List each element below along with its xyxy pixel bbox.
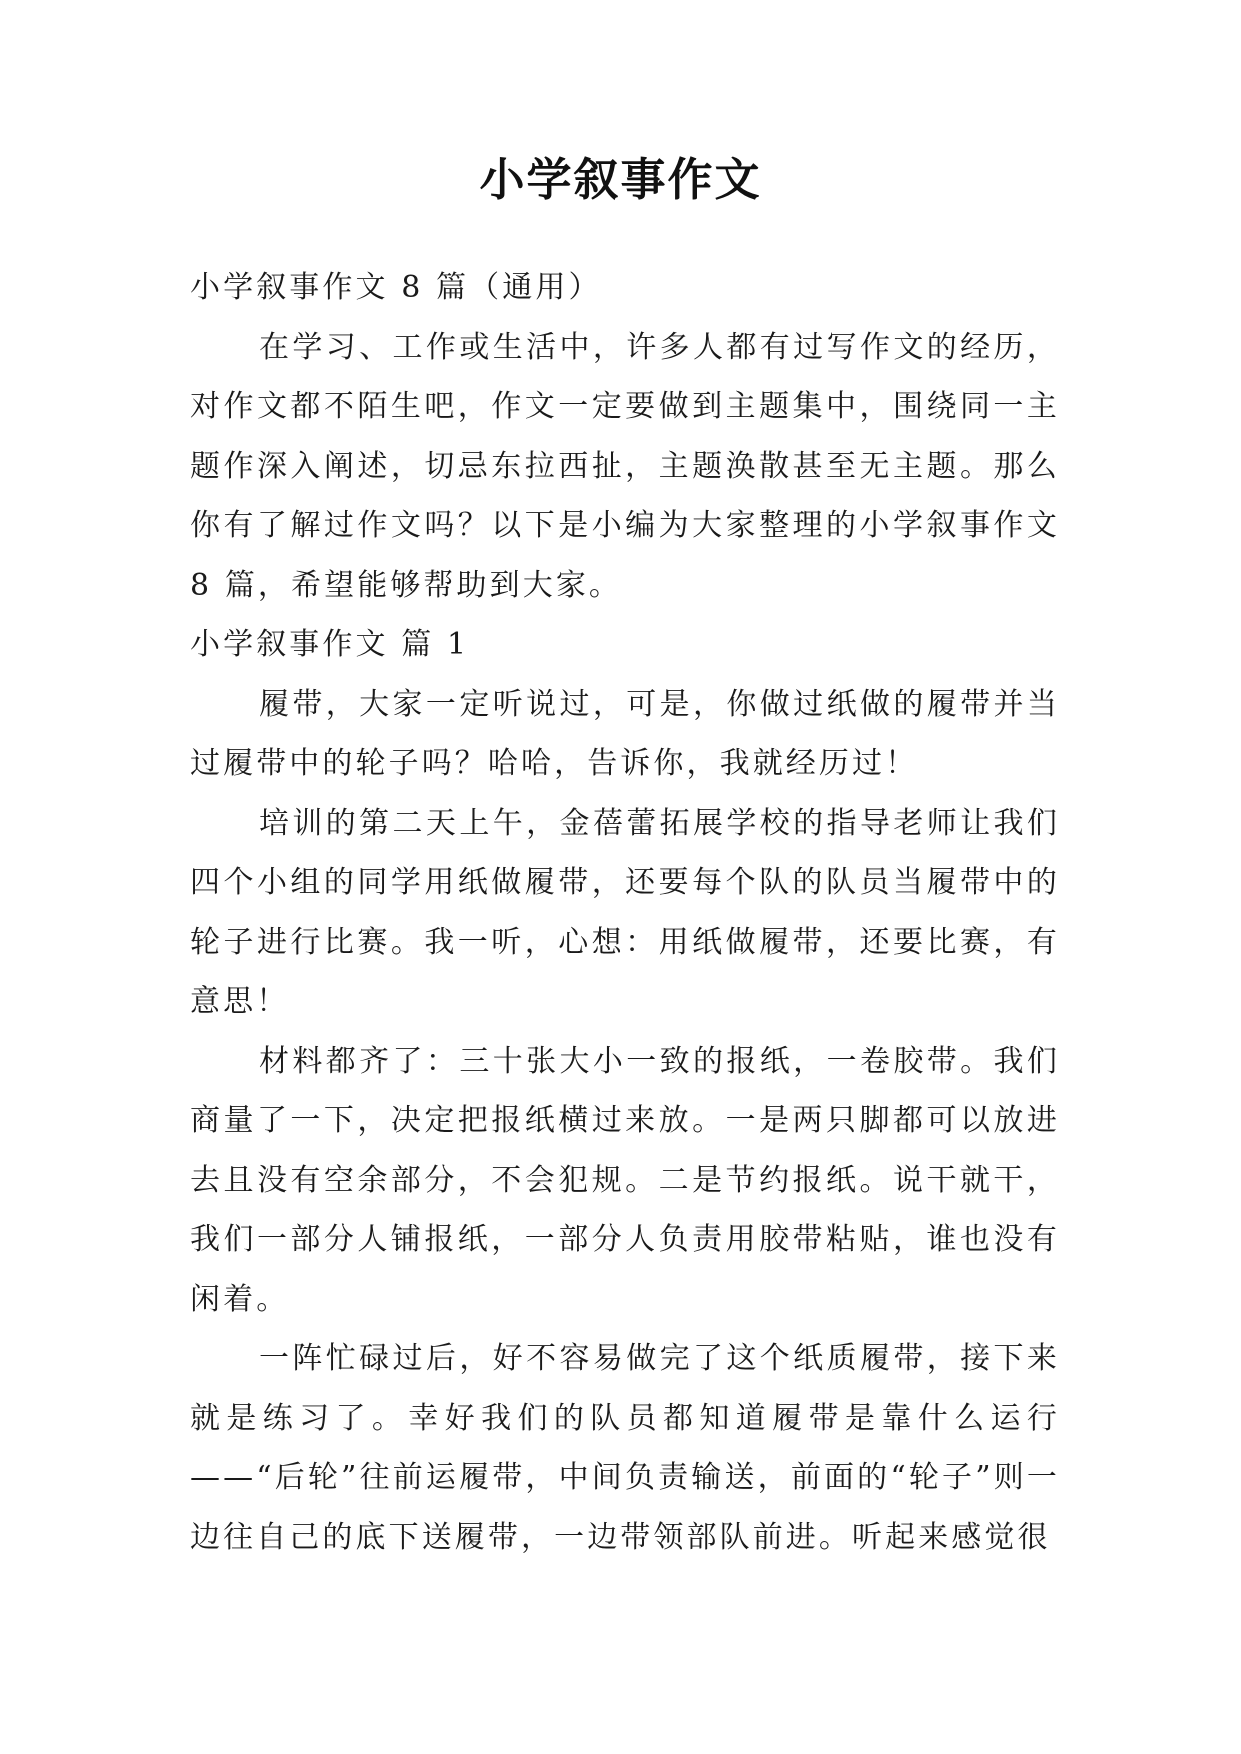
body-paragraph: 培训的第二天上午，金蓓蕾拓展学校的指导老师让我们四个小组的同学用纸做履带，还要每个队的队员当履带中的轮子进行比赛。我一听，心想：用纸做履带，还要比赛，有意思！: [190, 805, 1060, 1019]
body-paragraph: 一阵忙碌过后，好不容易做完了这个纸质履带，接下来就是练习了。幸好我们的队员都知道履带是靠什么运行——“后轮”往前运履带，中间负责输送，前面的“轮子”则一边往自己的底下送履带，一边带领部队前进。听起来感觉很: [190, 1341, 1060, 1555]
body-paragraph: 材料都齐了：三十张大小一致的报纸，一卷胶带。我们商量了一下，决定把报纸横过来放。一是两只脚都可以放进去且没有空余部分，不会犯规。二是节约报纸。说干就干，我们一部分人铺报纸，一部分人负责用胶带粘贴，谁也没有闲着。: [190, 1043, 1060, 1317]
section-heading: 小学叙事作文 篇 1: [190, 627, 470, 662]
document-body: [190, 258, 1060, 1567]
document-title: 小学叙事作文: [479, 153, 762, 206]
intro-paragraph: 在学习、工作或生活中，许多人都有过写作文的经历，对作文都不陌生吧，作文一定要做到主题集中，围绕同一主题作深入阐述，切忌东拉西扯，主题涣散甚至无主题。那么你有了解过作文吗？以下是小编为大家整理的小学叙事作文 8 篇，希望能够帮助到大家。: [190, 329, 1060, 603]
document-subtitle: 小学叙事作文 8 篇（通用）: [190, 270, 602, 305]
body-paragraph: 履带，大家一定听说过，可是，你做过纸做的履带并当过履带中的轮子吗？哈哈，告诉你，我就经历过！: [190, 686, 1060, 781]
